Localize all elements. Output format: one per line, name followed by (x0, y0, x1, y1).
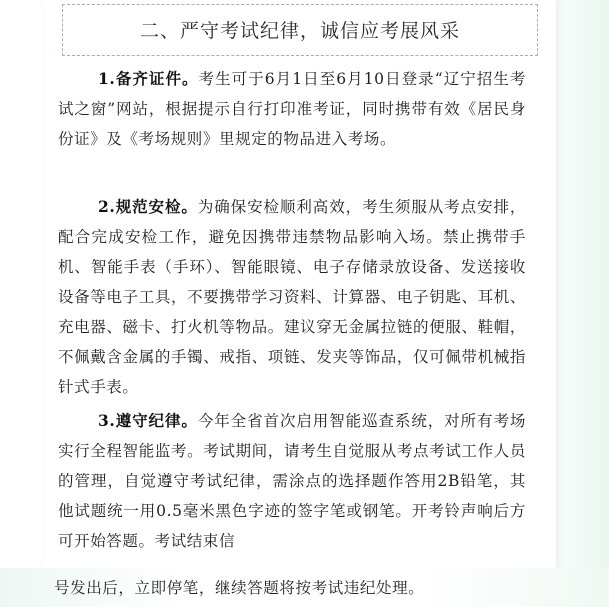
section-title: 二、严守考试纪律，诚信应考展风采 (139, 20, 460, 42)
continued-text-line: 号发出后，立即停笔，继续答题将按考试违纪处理。 (54, 579, 425, 597)
paragraph-security-check (58, 192, 526, 402)
paragraph-lead: 2.规范安检。 (98, 197, 198, 216)
paragraph-lead: 1.备齐证件。 (98, 69, 199, 88)
section-title-box (62, 4, 538, 56)
paragraph-discipline (58, 406, 526, 556)
paragraph-body: 为确保安检顺利高效，考生须服从考点安排，配合完成安检工作，避免因携带违禁物品影响入场。禁止携带手机、智能手表（手环）、智能眼镜、电子存储录放设备、发送接收设备等电子工具，不要携带学习资料、计算器、电子钥匙、耳机、充电器、磁卡、打火机等物品。建议穿无金属拉链的便服、鞋帽，不佩戴含金属的手镯、戒指、项链、发夹等饰品，仅可佩带机械指针式手表。 (58, 198, 526, 396)
paragraph-body: 考生可于6月1日至6月10日登录“辽宁招生考试之窗”网站，根据提示自行打印准考证，同时携带有效《居民身份证》及《考场规则》里规定的物品进入考场。 (58, 70, 526, 148)
paragraph-body: 今年全省首次启用智能巡查系统，对所有考场实行全程智能监考。考试期间，请考生自觉服从考点考试工作人员的管理，自觉遵守考试纪律，需涂点的选择题作答用2B铅笔，其他试题统一用0.5毫米黑色字迹的签字笔或钢笔。开考铃声响后方可开始答题。考试结束信 (58, 412, 526, 550)
paragraph-documents (58, 64, 526, 154)
paragraph-lead: 3.遵守纪律。 (98, 411, 198, 430)
